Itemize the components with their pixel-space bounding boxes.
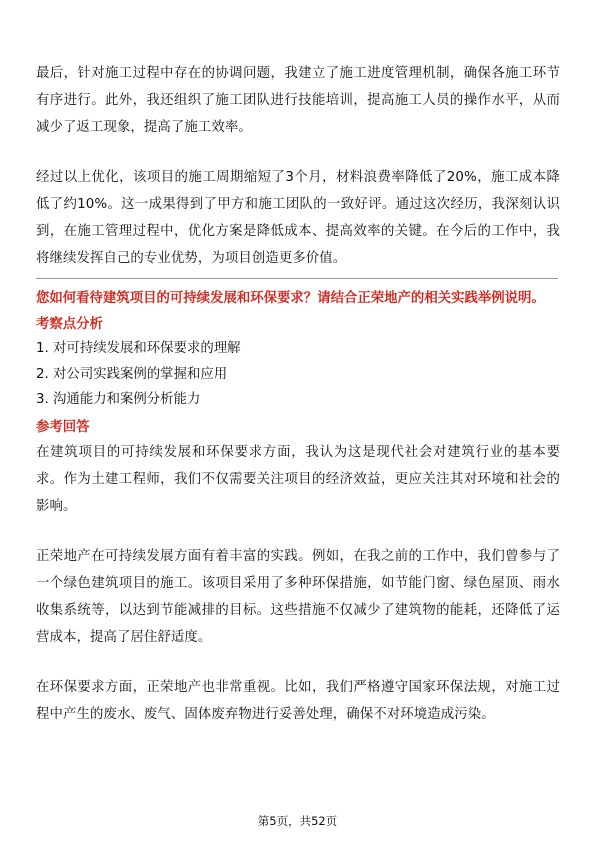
analysis-item-1: 1. 对可持续发展和环保要求的理解: [36, 341, 241, 356]
page-footer: 第5页，共52页: [257, 814, 338, 828]
intro-paragraph-2: 经过以上优化，该项目的施工周期缩短了3个月，材料浪费率降低了20%，施工成本降低了约10%。这一成果得到了甲方和施工团队的一致好评。通过这次经历，我深刻认识到，在施工管理过程中，优化方案是降低成本、提高效率的关键。在今后的工作中，我将继续发挥自己的专业优势，为项目创造更多价值。: [36, 170, 560, 266]
answer-paragraph-1: 在建筑项目的可持续发展和环保要求方面，我认为这是现代社会对建筑行业的基本要求。作为土建工程师，我们不仅需要关注项目的经济效益，更应关注其对环境和社会的影响。: [36, 444, 560, 514]
section-divider: [36, 278, 558, 279]
paragraph-gap: [36, 141, 560, 164]
document-page: [36, 60, 560, 728]
paragraph-gap: [36, 651, 560, 674]
analysis-list: [36, 336, 560, 413]
question-heading: 您如何看待建筑项目的可持续发展和环保要求？请结合正荣地产的相关实践举例说明。: [36, 291, 545, 306]
analysis-item-2: 2. 对公司实践案例的掌握和应用: [36, 366, 228, 382]
intro-paragraph-1: 最后，针对施工过程中存在的协调问题，我建立了施工进度管理机制，确保各施工环节有序进行。此外，我还组织了施工团队进行技能培训，提高施工人员的操作水平，从而减少了返工现象，提高了施工效率。: [36, 66, 560, 135]
answer-paragraph-2: 正荣地产在可持续发展方面有着丰富的实践。例如，在我之前的工作中，我们曾参与了一个绿色建筑项目的施工。该项目采用了多种环保措施，如节能门窗、绿色屋顶、雨水收集系统等，以达到节能减排的目标。这些措施不仅减少了建筑物的能耗，还降低了运营成本，提高了居住舒适度。: [36, 548, 560, 645]
answer-paragraph-3: 在环保要求方面，正荣地产也非常重视。比如，我们严格遵守国家环保法规，对施工过程中产生的废水、废气、固体废弃物进行妥善处理，确保不对环境造成污染。: [36, 679, 560, 722]
paragraph-gap: [36, 520, 560, 543]
analysis-item-3: 3. 沟通能力和案例分析能力: [36, 392, 201, 407]
analysis-title: 考察点分析: [36, 317, 103, 332]
answer-title: 参考回答: [36, 419, 90, 435]
